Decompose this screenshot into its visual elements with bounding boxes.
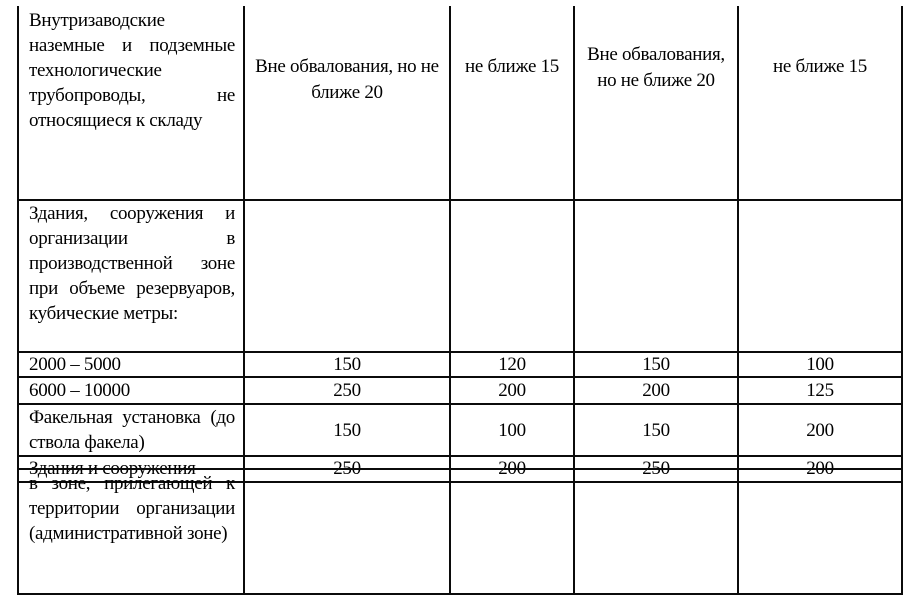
cell-empty [738,469,902,594]
table-row [18,377,902,404]
row-label-volume-range: 6000 – 10000 [18,377,244,404]
row-label-administrative-zone: в зоне, прилегающей к территории организации (административной зоне) [18,469,244,594]
distance-table-upper [17,6,903,483]
cell-value: 250 [244,456,450,482]
row-label-production-zone: Здания, сооружения и организации в производственной зоне при объеме резервуаров, кубические метры: [18,200,244,352]
cell-value: 200 [738,404,902,456]
row-label-flare-unit: Факельная установка (до ствола факела) [18,404,244,456]
table-row [18,200,902,352]
table-row [18,352,902,377]
cell-value: Вне обвалования, но не ближе 20 [574,6,738,200]
row-label-volume-range: 2000 – 5000 [18,352,244,377]
distance-table-lower [17,468,903,595]
cell-value: 200 [450,456,574,482]
row-label-pipelines: Внутризаводские наземные и подземные технологические трубопроводы, не относящиеся к складу [18,6,244,200]
cell-value: 150 [244,352,450,377]
cell-value: 125 [738,377,902,404]
cell-value: 150 [244,404,450,456]
cell-empty [450,200,574,352]
cell-empty [574,469,738,594]
cell-value: Вне обвалования, но не ближе 20 [244,6,450,200]
cell-value: 150 [574,352,738,377]
row-label-buildings: Здания и сооружения [18,456,244,482]
table-row [18,404,902,456]
cell-value: не ближе 15 [738,6,902,200]
table-row [18,469,902,594]
cell-value: 120 [450,352,574,377]
cell-empty [450,469,574,594]
cell-value: 200 [450,377,574,404]
cell-empty [244,200,450,352]
cell-value: 200 [574,377,738,404]
cell-value: 200 [738,456,902,482]
cell-value: 100 [738,352,902,377]
table-row [18,6,902,200]
cell-value: 250 [574,456,738,482]
cell-empty [738,200,902,352]
cell-value: 250 [244,377,450,404]
cell-value: не ближе 15 [450,6,574,200]
cell-value: 100 [450,404,574,456]
cell-value: 150 [574,404,738,456]
cell-empty [244,469,450,594]
cell-empty [574,200,738,352]
